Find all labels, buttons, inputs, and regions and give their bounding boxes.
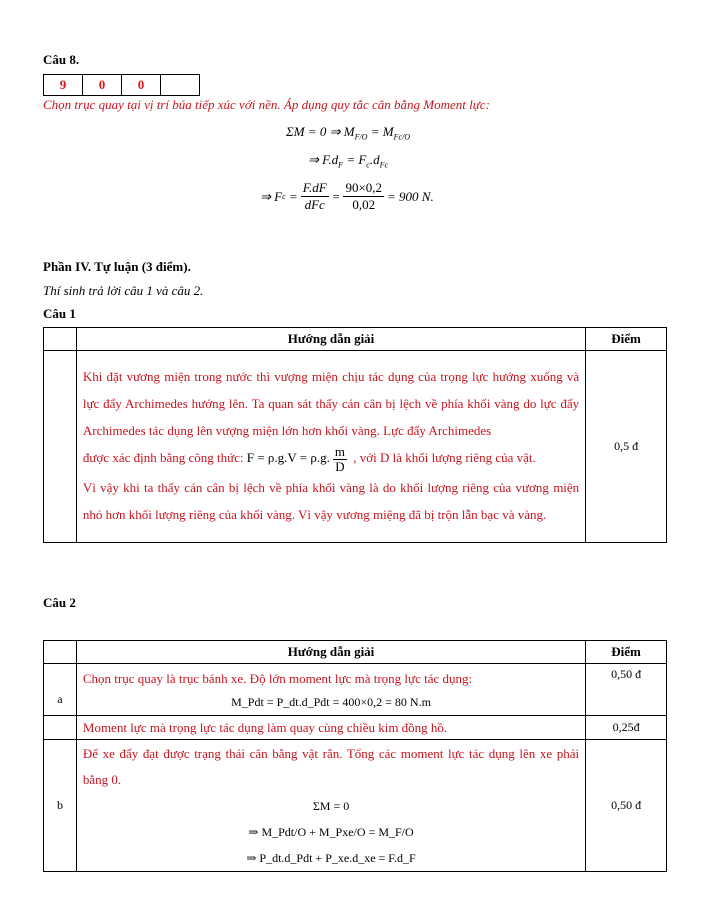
part4-instruction: Thí sinh trả lời câu 1 và câu 2. xyxy=(43,283,204,298)
answer-digit: 0 xyxy=(122,75,161,95)
header-guide: Hướng dẫn giải xyxy=(76,328,585,351)
part4-title: Phần IV. Tự luận (3 điểm). xyxy=(43,259,191,274)
table-row xyxy=(44,664,667,716)
header-score: Điểm xyxy=(586,641,667,664)
q2-table xyxy=(43,640,667,872)
table-row xyxy=(44,716,667,740)
q8-equation-2: ⇒ $F.d_F = F_c.d_{Fc}$ xyxy=(308,152,389,170)
row-b-eq1: ΣM = 0 xyxy=(312,798,350,813)
q1-formula-line: được xác định bằng công thức: F = ρ.g.V = ρ.g. $\frac{m}{D}$ , với D là khối lượng riêng của vật. xyxy=(82,443,536,474)
row-guide: Moment lực mà trọng lực tác dụng làm quay cùng chiều kim đồng hồ. xyxy=(76,716,585,740)
row-b-eq3: ⇒ P_dt.d_Pdt + P_xe.d_xe = F.d_F xyxy=(246,850,416,865)
q2-title: Câu 2 xyxy=(43,595,76,610)
q8-title: Câu 8. xyxy=(43,52,80,67)
header-guide: Hướng dẫn giải xyxy=(76,641,585,664)
q1-para1: Khi đặt vương miện trong nước thì vượng miện chịu tác dụng của trọng lực hướng xuống và lực đẩy Archimedes hướng lên. Ta quan sát thấy cán cân bị lệch về phía khối vàng do lực đẩy Archimedes tác dụng lên vượng miện lớn hơn khối vàng. Lực đẩy Archimedes xyxy=(82,369,580,439)
q1-guide-cell xyxy=(76,351,585,543)
q8-equation-3: ⇒ F c = $\frac{F.dF}{\text{dFc}}$ = $\frac{90\times 0,2}{0,02}$ = 900 N. xyxy=(260,180,434,212)
row-guide: Để xe đẩy đạt được trạng thái cân bằng vật rắn. Tổng các moment lực tác dụng lên xe phải bằng 0. ΣM = 0 ⇒ M_Pdt/O + M_Pxe/O = M_F/O ⇒ P_dt.d_Pdt + P_xe.d_xe = F.d_F xyxy=(76,740,585,872)
row-label: b xyxy=(44,740,77,872)
row-guide: Chọn trục quay là trục bánh xe. Độ lớn moment lực mà trọng lực tác dụng: M_Pdt = P_dt.d_Pdt = 400×0,2 = 80 N.m xyxy=(76,664,585,716)
row-a-formula: M_Pdt = P_dt.d_Pdt = 400×0,2 = 80 N.m xyxy=(231,694,431,709)
table-row xyxy=(44,740,667,872)
q1-table xyxy=(43,327,667,543)
row-label xyxy=(44,716,77,740)
q1-title: Câu 1 xyxy=(43,306,76,321)
header-blank xyxy=(44,328,77,351)
q8-explanation: Chọn trục quay tại vị trí búa tiếp xúc với nền. Áp dụng quy tắc cân bằng Moment lực: xyxy=(43,97,490,112)
header-blank xyxy=(44,641,77,664)
q8-answer-box xyxy=(43,74,200,96)
header-score: Điểm xyxy=(586,328,667,351)
q8-equation-1: ΣM = 0 ⇒ $M_{F/O} = M_{Fc/O}$ xyxy=(286,124,410,142)
q1-score: 0,5 đ xyxy=(586,351,667,543)
answer-digit: 0 xyxy=(83,75,122,95)
row-score: 0,50 đ xyxy=(586,664,667,716)
answer-digit: 9 xyxy=(44,75,83,95)
row-b-eq2: ⇒ M_Pdt/O + M_Pxe/O = M_F/O xyxy=(248,824,414,839)
row-label: a xyxy=(44,664,77,716)
row-score: 0,50 đ xyxy=(586,740,667,872)
answer-digit xyxy=(161,75,199,95)
row-score: 0,25đ xyxy=(586,716,667,740)
q1-label-cell xyxy=(44,351,77,543)
q1-para2: Vì vậy khi ta thấy cán cân bị lệch về phía khối vàng là do khối lượng riêng của vương miện nhỏ hơn khối lượng riêng của khối vàng. Vì vậy vương miệng đã bị trộn lẫn bạc và vàng. xyxy=(82,479,580,522)
